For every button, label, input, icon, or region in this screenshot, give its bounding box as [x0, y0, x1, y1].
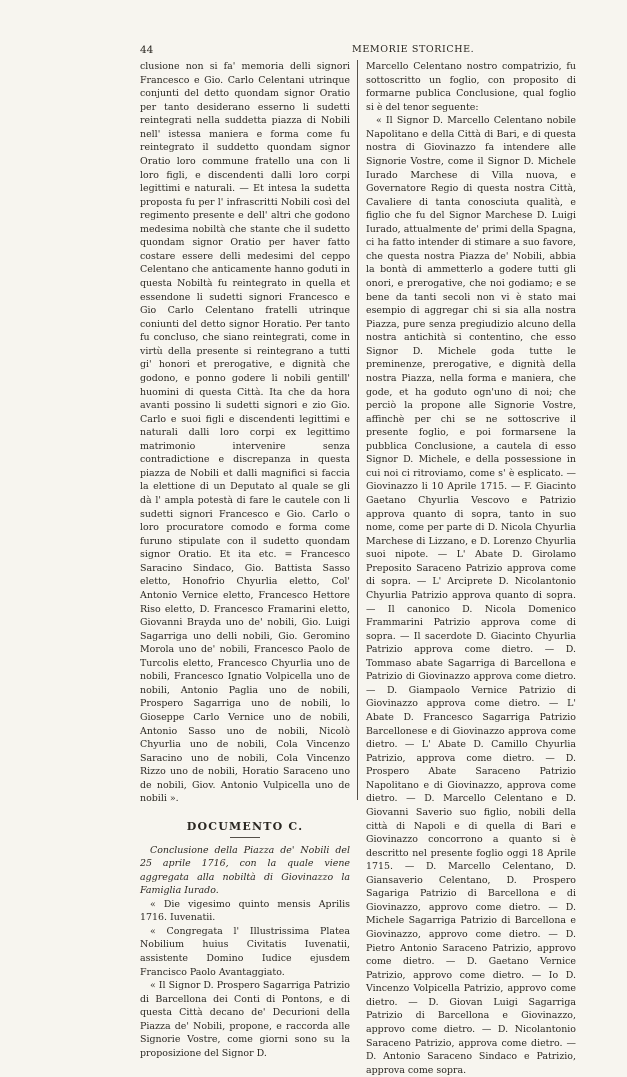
paragraph: « Il Signor D. Prospero Sagarriga Patrizio di Barcellona dei Conti di Pontons, e di questa Città decano de' Decurioni della Piazza de' Nobili, propone, e raccorda alle Signorie Vostre, come giorni sono su la proposizione del Signor D. — [140, 980, 350, 1059]
page-header — [140, 44, 576, 58]
paragraph: Marcello Celentano nostro compatrizio, fu sottoscritto un foglio, con proposito di formarne publica Conclusione, qual foglio si è del tenor seguente: — [366, 61, 576, 113]
left-column — [140, 60, 350, 1059]
running-head: MEMORIE STORICHE. — [352, 44, 475, 55]
paragraph: clusione non si fa' memoria delli signori Francesco e Gio. Carlo Celentani utrinque conjunti del detto quondam signor Oratio per tanto desiderano esserno li sudetti reintegrati nella suddetta piazza di Nobili nell' istessa maniera e forma come fu reintegrato il suddetto quondam signor Oratio loro commune fratello una con li loro figli, e discendenti dalli loro corpi legittimi e naturali. — Et intesa la sudetta proposta fu per l' infrascritti Nobili così del regimento presente e dell' altri che godono medesima nobiltà che stante che il sudetto quondam signor Oratio per haver fatto costare essere delli medesimi del ceppo Celentano che anticamente hanno goduti in questa Nobiltà fu reintegrato in quella et essendone li sudetti signori Francesco e Gio Carlo Celentano fratelli utrinque coniunti del detto signor Horatio. Per tanto fu concluso, che siano reintegrati, come in virtù della presente si reintegrano a tutti gi' honori et prerogative, e dignità che godono, e ponno godere li nobili gentill' huomini di questa Città. Ita che da hora avanti possino li sudetti signori e zio Gio. Carlo e suoi figli e discendenti legittimi e naturali dalli loro corpi ex legittimo matrimonio intervenire senza contradictione e discrepanza in questa piazza de Nobili et dalli magnifici si faccia la elettione di un Deputato al quale se gli dà l' ampla potestà di fare le cautele con li sudetti signori Francesco e Gio. Carlo o loro procuratore comodo e forma come furuno stipulate con il sudetto quondam signor Oratio. Et ita etc. = Francesco Saracino Sindaco, Gio. Battista Sasso eletto, Honofrio Chyurlia eletto, Col' Antonio Vernice eletto, Francesco Hettore Riso eletto, D. Francesco Framarini eletto, Giovanni Brayda uno de' nobili, Gio. Luigi Sagarriga uno delli nobili, Gio. Geromino Morola uno de' nobili, Francesco Paolo de Turcolis eletto, Francesco Chyurlia uno de nobili, Francesco Ignatio Volpicella uno de nobili, Antonio Paglia uno de nobili, Prospero Sagarriga uno de nobili, lo Gioseppe Carlo Vernice uno de nobili, Antonio Sasso uno de nobili, Nicolò Chyurlia uno de nobili, Cola Vincenzo Saracino uno de nobili, Cola Vincenzo Rizzo uno de nobili, Horatio Saraceno uno de nobili, Giov. Antonio Vulpicella uno de nobili ». — [140, 61, 350, 805]
page-number: 44 — [140, 44, 154, 56]
document-title: Conclusione della Piazza de' Nobili del 25 aprile 1716, con la quale viene aggregata alla nobiltà di Giovinazzo la Famiglia Iurado. — [140, 844, 350, 897]
paragraph: « Congregata l' Illustrissima Platea Nobilium huius Civitatis Iuvenatii, assistente Domino Iudice ejusdem Francisco Paolo Avantaggiato. — [140, 925, 350, 978]
paragraph: « Il Signor D. Marcello Celentano nobile Napolitano e della Città di Bari, e di questa nostra di Giovinazzo fa intendere alle Signorie Vostre, come il Signor D. Michele Iurado Marchese di Villa nuova, e Governatore Regio di questa nostra Città, Cavaliere di tanta conosciuta qualità, e figlio che fu del Signor Marchese D. Luigi Iurado, attualmente de' primi della Spagna, ci ha fatto intender di stimare a suo favore, che questa nostra Piazza de' Nobili, abbia la bontà di ammetterlo a godere tutti gli onori, e prerogative, che noi godiamo; e se bene da tanti secoli non vi è stato mai esempio di aggregar chi si sia alla nostra Piazza, pure senza pregiudizio alcuno della nostra antichità si contentino, che esso Signor D. Michele goda tutte le preminenze, prerogative, e dignità della nostra Piazza, nella forma e maniera, che gode, et ha goduto ogn'uno di noi; che perciò la propone alle Signorie Vostre, affinchè per chi se ne sottoscrive il presente foglio, e poi formarsene la pubblica Conclusione, a cautela di esso Signor D. Michele, e della possessione in cui noi ci ritroviamo, come s' è esplicato. — Giovinazzo li 10 Aprile 1715. — F. Giacinto Gaetano Chyurlia Vescovo e Patrizio approva quanto di sopra, tanto in suo nome, come per parte di D. Nicola Chyurlia Marchese di Lizzano, e D. Lorenzo Chyurlia suoi nipote. — L' Abate D. Girolamo Preposito Saraceno Patrizio approva come di sopra. — L' Arciprete D. Nicolantonio Chyurlia Patrizio approva quanto di sopra. — Il canonico D. Nicola Domenico Frammarini Patrizio approva come di sopra. — Il sacerdote D. Giacinto Chyurlia Patrizio approva come dietro. — D. Tommaso abate Sagarriga di Barcellona e Patrizio di Giovinazzo approva come dietro. — D. Giampaolo Vernice Patrizio di Giovinazzo approva come dietro. — L' Abate D. Francesco Sagarriga Patrizio Barcellonese e di Giovinazzo approva come dietro. — L' Abate D. Camillo Chyurlia Patrizio, approva come dietro. — D. Prospero Abate Saraceno Patrizio Napolitano e di Giovinazzo, approva come dietro. — D. Marcello Celentano e D. Giovanni Saverio suo figlio, nobili della città di Napoli e di quella di Bari e Giovinazzo concorrono a quanto si è descritto nel presente foglio oggi 18 Aprile 1715. — D. Marcello Celentano, D. Giansaverio Celentano, D. Prospero Sagariga Patrizio di Barcellona e di Giovinazzo, approvo come dietro. — D. Michele Sagarriga Patrizio di Barcellona e Giovinazzo, approvo come dietro. — D. Pietro Antonio Saraceno Patrizio, approvo come dietro. — D. Gaetano Vernice Patrizio, approvo come dietro. — Io D. Vincenzo Volpicella Patrizio, approvo come dietro. — D. Giovan Luigi Sagarriga Patrizio di Barcellona e Giovinazzo, approvo come dietro. — D. Nicolantonio Saraceno Patrizio, approva come dietro. — D. Antonio Saraceno Sindaco e Patrizio, approva come sopra. — [366, 115, 576, 1076]
column-divider — [357, 60, 358, 800]
paragraph: « Die vigesimo quinto mensis Aprilis 1716. Iuvenatii. — [140, 898, 350, 924]
right-column — [366, 60, 576, 1076]
document-heading: DOCUMENTO C. — [140, 820, 350, 838]
